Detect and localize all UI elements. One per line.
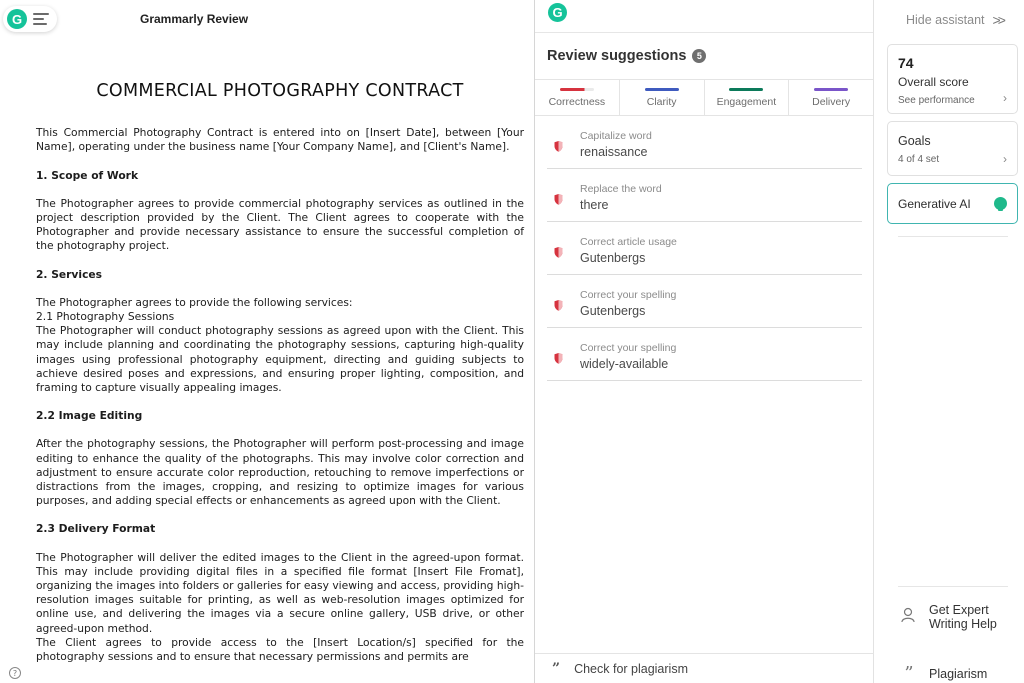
document-editor[interactable] (36, 81, 524, 678)
section-heading: 2. Services (36, 267, 103, 281)
suggestion-type: Capitalize word (580, 130, 652, 142)
suggestion-text (580, 183, 662, 212)
hamburger-menu-icon[interactable] (33, 13, 49, 25)
section-paragraph: After the photography sessions, the Photographer will perform post-processing and image editing to enhance the quality of the photographs. This may involve color correction and adjustment to ensure accurate color reproduction, retouching to remove imperfections or distractions from the images, cropping, and resizing to optimize images for various purposes, and adding special effects or enhancements as agreed upon with the Client. (36, 437, 524, 508)
section-paragraph: The Photographer will conduct photography sessions as agreed upon with the Client. This may include planning and coordinating the photography sessions, capturing high-quality images using professional photography equipment, directing and guiding subjects to achieve desired poses and expressions, and ensuring proper lighting, composition, and framing to capture visually appealing images. (36, 324, 524, 395)
review-header (535, 33, 873, 79)
assistant-sidebar (874, 0, 1024, 683)
tab-label: Engagement (716, 96, 777, 108)
check-plagiarism-button[interactable] (535, 653, 875, 683)
category-indicator-bar (645, 88, 679, 91)
suggestion-word: renaissance (580, 145, 648, 159)
goals-title: Goals (898, 134, 931, 148)
suggestion-text (580, 289, 676, 318)
tab-correctness[interactable] (535, 80, 620, 115)
section-heading: 2.3 Delivery Format (36, 522, 156, 536)
suggestion-word: Gutenbergs (580, 251, 646, 265)
section-paragraph: The Client agrees to provide access to the [Insert Location/s] specified for the photography sessions and to ensure that necessary permissions and permits are (36, 635, 524, 664)
suggestion-type: Replace the word (580, 183, 662, 195)
suggestion-type: Correct your spelling (580, 342, 677, 354)
check-plagiarism-label: Check for plagiarism (574, 661, 688, 676)
person-chat-icon (900, 606, 918, 628)
quote-icon: ” (904, 663, 914, 683)
review-title: Review suggestions (547, 48, 687, 64)
category-indicator-bar (560, 88, 594, 91)
overall-score-card[interactable] (887, 44, 1018, 114)
overall-score-label: Overall score (898, 75, 969, 89)
tab-engagement[interactable] (705, 80, 790, 115)
goals-card[interactable] (887, 121, 1018, 176)
expert-help-label-line2: Writing Help (929, 617, 997, 631)
category-indicator-bar (729, 88, 763, 91)
section-paragraph: The Photographer agrees to provide the following services: (36, 295, 353, 309)
suggestion-text (580, 342, 676, 371)
intro-paragraph: This Commercial Photography Contract is entered into on [Insert Date], between [Your Name], operating under the business name [Your Company Name], and [Client's Name]. (36, 126, 524, 154)
lightbulb-icon (994, 197, 1007, 210)
overall-score-value: 74 (898, 55, 914, 71)
correctness-shield-icon (554, 353, 563, 364)
app-title: Grammarly Review (140, 12, 249, 26)
generative-ai-label: Generative AI (898, 196, 971, 211)
quote-icon: ” (552, 660, 561, 677)
document-title: COMMERCIAL PHOTOGRAPHY CONTRACT (96, 81, 464, 101)
hide-assistant-button[interactable] (906, 12, 1003, 28)
get-expert-writing-help-button[interactable] (900, 603, 997, 631)
suggestion-card[interactable] (547, 116, 862, 169)
suggestion-type: Correct your spelling (580, 289, 677, 301)
correctness-shield-icon (554, 300, 563, 311)
correctness-shield-icon (554, 194, 563, 205)
goals-status: 4 of 4 set (898, 154, 940, 165)
section-heading: 1. Scope of Work (36, 168, 139, 182)
section-heading: 2.2 Image Editing (36, 409, 143, 423)
suggestion-card[interactable] (547, 328, 862, 381)
suggestion-type: Correct article usage (580, 236, 677, 248)
grammarly-logo-icon: G (7, 9, 27, 29)
subsection-heading: 2.1 Photography Sessions (36, 310, 175, 324)
suggestion-count-badge: 5 (692, 49, 706, 63)
suggestion-card[interactable] (547, 275, 862, 328)
tab-delivery[interactable] (789, 80, 873, 115)
chevron-right-icon: › (1003, 152, 1007, 166)
double-chevron-right-icon: >> (992, 12, 1003, 28)
expert-help-label-line1: Get Expert (929, 603, 989, 617)
correctness-shield-icon (554, 141, 563, 152)
grammarly-logo-icon: G (548, 3, 567, 22)
help-icon[interactable]: ? (9, 667, 21, 679)
suggestion-text (580, 236, 677, 265)
review-panel-topbar (535, 0, 873, 33)
suggestion-card[interactable] (547, 169, 862, 222)
suggestion-word: widely-available (580, 357, 669, 371)
tab-label: Correctness (548, 96, 606, 108)
grammarly-menu-pill[interactable] (3, 6, 57, 32)
suggestion-card[interactable] (547, 222, 862, 275)
suggestion-word: Gutenbergs (580, 304, 646, 318)
section-paragraph: The Photographer will deliver the edited images to the Client in the agreed-upon format. This may include providing digital files in a specified file format [Insert File Fromat], organizing the images into folders or galleries for easy viewing and access, providing high-resolution images suitable for printing, as well as web-resolution images optimized for online use, and delivering the images via a secure online gallery, USB drive, or other agreed-upon method. (36, 550, 524, 635)
tab-label: Clarity (646, 96, 677, 108)
plagiarism-label: Plagiarism (929, 666, 988, 681)
divider (898, 236, 1008, 237)
generative-ai-button[interactable] (887, 183, 1018, 224)
review-panel (534, 0, 874, 683)
see-performance-link[interactable]: See performance (898, 95, 975, 106)
divider (898, 586, 1008, 587)
suggestion-list (535, 116, 873, 381)
chevron-right-icon: › (1003, 91, 1007, 105)
suggestion-word: there (580, 198, 609, 212)
correctness-shield-icon (554, 247, 563, 258)
category-tabs (535, 79, 873, 116)
plagiarism-button[interactable] (900, 663, 987, 683)
section-paragraph: The Photographer agrees to provide commercial photography services as outlined in the project description provided by the Client. The Client agrees to cooperate with the Photographer and provide necessary assistance to ensure the successful completion of the photography project. (36, 196, 524, 253)
suggestion-text (580, 130, 652, 159)
hide-assistant-label: Hide assistant (906, 13, 985, 27)
category-indicator-bar (814, 88, 848, 91)
tab-label: Delivery (812, 96, 851, 108)
tab-clarity[interactable] (620, 80, 705, 115)
